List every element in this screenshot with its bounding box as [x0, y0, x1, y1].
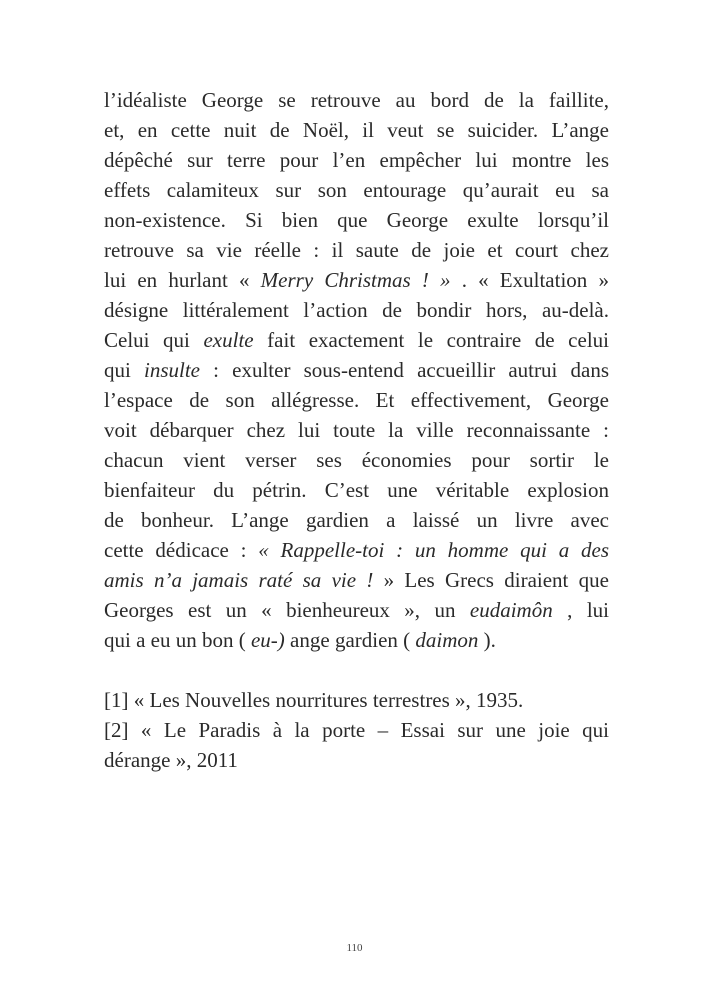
italic-run: exulte [203, 328, 254, 352]
italic-run: amis n’a jamais raté sa vie ! [104, 568, 384, 592]
text-run: . « Exultation » [450, 268, 609, 292]
text-line: désigne littéralement l’action de bondir hors, au-delà. [104, 298, 609, 322]
text-line: chacun vient verser ses économies pour sortir le [104, 448, 609, 472]
footnote-2-continued: dérange », 2011 [104, 748, 238, 772]
italic-run: eudaimôn [469, 598, 553, 622]
text-run: qui a eu un bon ( [104, 628, 251, 652]
text-run: lui en hurlant « [104, 268, 261, 292]
text-line [104, 265, 609, 295]
italic-run: insulte [144, 358, 200, 382]
text-line: et, en cette nuit de Noël, il veut se suicider. L’ange [104, 118, 609, 142]
italic-run: daimon [415, 628, 479, 652]
text-line: non-existence. Si bien que George exulte lorsqu’il [104, 208, 609, 232]
text-run: , lui [552, 598, 609, 622]
text-line [104, 325, 609, 355]
italic-run: eu-) [250, 628, 285, 652]
footnote-2: [2] « Le Paradis à la porte – Essai sur une joie qui [104, 718, 609, 742]
text-line: l’espace de son allégresse. Et effectivement, George [104, 388, 609, 412]
italic-run: « Rappelle-toi : un homme qui a des [258, 538, 609, 562]
footnote-1: [1] « Les Nouvelles nourritures terrestres », 1935. [104, 688, 524, 712]
text-line [104, 565, 609, 595]
text-line [104, 535, 609, 565]
text-line: de bonheur. L’ange gardien a laissé un livre avec [104, 508, 609, 532]
text-run: Georges est un « bienheureux », un [104, 598, 470, 622]
text-run: » Les Grecs diraient que [383, 568, 609, 592]
text-line: retrouve sa vie réelle : il saute de joie et court chez [104, 238, 609, 262]
italic-run: Merry Christmas ! » [260, 268, 451, 292]
text-line: voit débarquer chez lui toute la ville reconnaissante : [104, 418, 609, 442]
text-line: dépêché sur terre pour l’en empêcher lui montre les [104, 148, 609, 172]
page-body [104, 85, 609, 775]
text-line [104, 625, 609, 655]
text-run: Celui qui [104, 328, 204, 352]
text-run: fait exactement le contraire de celui [253, 328, 609, 352]
text-line [104, 355, 609, 385]
text-run: cette dédicace : [104, 538, 259, 562]
text-line [104, 595, 609, 625]
text-run: : exulter sous-entend accueillir autrui dans [200, 358, 609, 382]
text-line: l’idéaliste George se retrouve au bord de la faillite, [104, 88, 609, 112]
text-line: effets calamiteux sur son entourage qu’aurait eu sa [104, 178, 609, 202]
text-run: qui [104, 358, 144, 382]
text-run: ). [478, 628, 496, 652]
paragraph-spacer [104, 655, 609, 685]
text-run: ange gardien ( [284, 628, 416, 652]
text-line: bienfaiteur du pétrin. C’est une véritable explosion [104, 478, 609, 502]
page-number: 110 [346, 942, 363, 954]
